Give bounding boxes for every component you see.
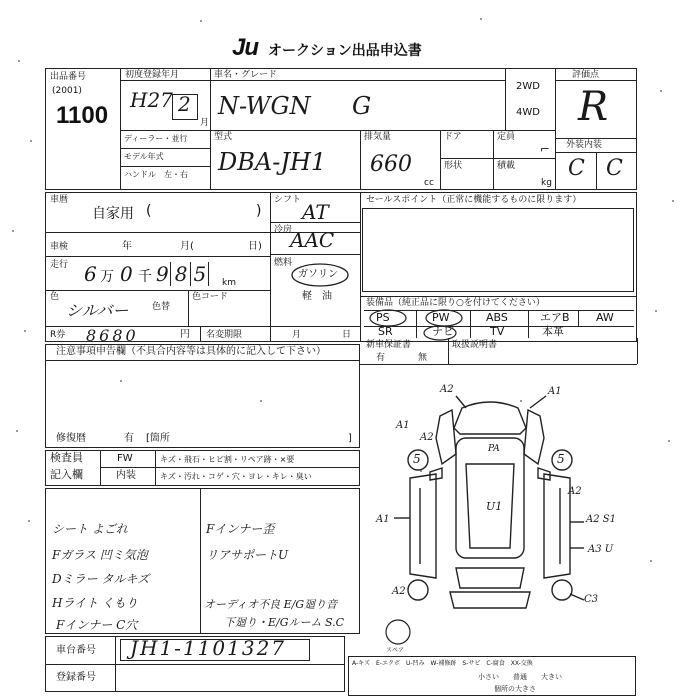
rating-label: 評価点 [572, 70, 600, 80]
equip-airbag[interactable]: エアB [540, 311, 570, 324]
displacement-label: 排気量 [364, 132, 392, 142]
mark-a2-top: A2 [440, 384, 454, 395]
rating-value: R [578, 84, 609, 130]
scan-dot [672, 200, 674, 202]
scan-dot [480, 18, 482, 20]
shape-label: 形状 [444, 161, 463, 171]
capacity-label: 定員 [497, 132, 516, 142]
name-change-label: 名変期限 [206, 330, 243, 340]
displacement-unit: cc [424, 178, 434, 188]
manual-label: 取扱説明書 [452, 340, 498, 350]
history-value: 自家用 [92, 206, 134, 222]
fuel-label: 燃料 [274, 258, 293, 268]
equip-aw[interactable]: AW [596, 311, 614, 324]
mark-a2s1-right: A2 S1 [586, 514, 616, 525]
sales-point-area[interactable] [362, 208, 634, 292]
drive-2wd: 2WD [516, 81, 540, 92]
lot-sub: (2001) [52, 86, 82, 96]
color-value: シルバー [66, 301, 129, 320]
registration-label: 登録番号 [56, 672, 96, 683]
legend-line-1: A-キズ E-エクボ U-凹み W-補修跡 S-サビ C-腐食 XX-交換 [352, 660, 533, 667]
first-reg-label: 初度登録年月 [125, 70, 180, 80]
inspection-label: 車検 [50, 242, 69, 252]
inspection-year: 年 [122, 241, 132, 252]
color-code-label: 色コード [192, 292, 229, 302]
notice-label: 注意事項申告欄（不具合内容等は具体的に記入して下さい） [56, 346, 326, 357]
first-reg-month: 2 [178, 92, 191, 116]
sales-point-label: セールスポイント（正常に機能するものに限ります） [366, 195, 582, 205]
inspection-day: 日) [248, 241, 262, 252]
scan-dot [650, 560, 652, 562]
displacement-value: 660 [370, 152, 412, 177]
load-unit: kg [541, 178, 552, 188]
equip-navi[interactable]: ナビ [432, 325, 454, 338]
repair-label: 修復暦 [56, 433, 86, 444]
car-name-value: N-WGN [218, 92, 311, 120]
model-value: DBA-JH1 [218, 148, 327, 176]
spare-tire-icon [384, 618, 412, 646]
mark-5-right: 5 [557, 452, 565, 466]
history-paren-close: ) [256, 203, 262, 219]
scan-dot [12, 230, 14, 232]
repair-part: [箇所 [146, 433, 170, 444]
scan-dot [30, 140, 32, 142]
ju-logo: Ju [232, 34, 259, 61]
chassis-label: 車台番号 [56, 645, 96, 656]
fuel-other: 軽 油 [302, 291, 332, 302]
history-paren-open: ( [146, 203, 152, 219]
capacity-mark: ⌐ [540, 142, 551, 156]
color-label: 色 [50, 292, 60, 302]
scan-dot [655, 310, 657, 312]
warranty-no[interactable]: 無 [418, 353, 428, 363]
note-left-4: Hライト くもり [52, 596, 138, 610]
lot-number: 1100 [56, 102, 109, 129]
model-label: 型式 [214, 132, 233, 142]
inspector-label-1: 検査員 [50, 451, 83, 464]
warranty-label: 新車保証書 [366, 340, 412, 350]
load-label: 積載 [497, 161, 516, 171]
note-left-1: シート よごれ [52, 522, 128, 536]
recycle-value: 8680 [86, 326, 139, 345]
repair-value[interactable]: 有 [124, 433, 134, 444]
inspector-fw-legend: キズ・飛石・ヒビ割・リペア跡・×要 [160, 455, 295, 464]
mileage-thou-digit: 0 [120, 262, 133, 286]
note-right-4: 下廻り・E/Gルーム S.C [224, 616, 345, 629]
model-year-label: モデル年式 [124, 152, 164, 161]
equip-pw[interactable]: PW [432, 311, 450, 324]
note-right-2: リアサポートU [206, 548, 289, 562]
form-title: オークション出品申込書 [268, 43, 422, 59]
mark-pa: PA [488, 444, 500, 454]
lot-label: 出品番号 [50, 72, 87, 82]
mark-a2-right: A2 [568, 486, 582, 497]
mileage-rest: 985 [156, 262, 213, 286]
ac-value: AAC [290, 228, 335, 252]
equip-ps[interactable]: PS [376, 311, 390, 324]
name-change-month: 月 [292, 330, 302, 340]
scan-dot [420, 470, 422, 472]
equip-sr[interactable]: SR [378, 325, 393, 338]
note-left-2: Fガラス 凹ミ気泡 [52, 548, 148, 562]
mark-5-left: 5 [413, 452, 421, 466]
equip-leather[interactable]: 本革 [542, 325, 564, 338]
repair-close: ] [348, 433, 352, 444]
inspector-interior: 内装 [116, 470, 136, 481]
equip-tv[interactable]: TV [490, 325, 505, 338]
drive-4wd: 4WD [516, 107, 540, 118]
scan-dot [200, 20, 202, 22]
scan-dot [28, 520, 30, 522]
ext-rating: C [568, 156, 585, 181]
scan-dot [520, 400, 522, 402]
inspector-interior-legend: キズ・汚れ・コゲ・穴・ヨレ・キレ・臭い [160, 472, 312, 481]
legend-line-2: 小さい 普通 大きい [478, 673, 562, 681]
legend-line-3: 個所の大きさ [494, 685, 536, 693]
history-label: 車暦 [50, 195, 69, 205]
mark-a1-top-right: A1 [548, 386, 562, 397]
inspector-fw: FW [117, 453, 133, 464]
scan-dot [668, 440, 670, 442]
note-right-1: Fインナー歪 [206, 522, 275, 536]
mark-a3u-right: A3 U [588, 544, 614, 555]
fuel-value: ガソリン [298, 269, 338, 280]
handle-label: ハンドル 左・右 [124, 170, 188, 179]
int-rating: C [606, 156, 623, 181]
equipment-label: 装備品（純正品に限り○を付けてください） [366, 298, 545, 308]
scan-dot [16, 430, 18, 432]
color-change-label: 色替 [152, 302, 171, 312]
mark-u1: U1 [486, 500, 503, 513]
mileage-man-digit: 6 [84, 262, 97, 286]
first-reg-year: H27 [130, 88, 173, 112]
dealer-label: ディーラー・並行 [124, 134, 188, 143]
first-reg-month-unit: 月 [200, 118, 210, 128]
inspector-label-2: 記入欄 [50, 468, 83, 481]
chassis-value: JH1-1101327 [130, 636, 287, 660]
equip-ps-circle [368, 308, 408, 328]
equip-abs[interactable]: ABS [486, 311, 508, 324]
ext-int-label: 外装内装 [566, 140, 603, 150]
note-right-3: オーディオ不良 E/G廻り音 [204, 598, 338, 611]
name-change-day: 日 [342, 330, 352, 340]
shift-label: シフト [274, 195, 302, 205]
doors-label: ドア [444, 132, 462, 142]
spare-label: スペア [386, 647, 405, 654]
mark-a2-bottom-left: A2 [392, 586, 406, 597]
car-grade-value: G [352, 92, 372, 120]
note-left-5: Fインナー C穴 [56, 618, 138, 632]
shift-value: AT [302, 200, 329, 224]
mileage-label: 走行 [50, 260, 69, 270]
mark-a2-left: A2 [420, 432, 434, 443]
scan-dot [260, 400, 262, 402]
mileage-sen: 千 [138, 269, 152, 285]
scan-dot [120, 380, 122, 382]
car-name-label: 車名・グレード [214, 70, 278, 80]
inspection-month: 月( [180, 241, 194, 252]
scan-dot [24, 330, 26, 332]
car-diagram [370, 368, 640, 638]
warranty-yes[interactable]: 有 [376, 353, 386, 363]
mark-a1-left: A1 [376, 514, 390, 525]
ac-label: 冷房 [274, 225, 293, 235]
mileage-unit: km [222, 278, 236, 288]
mark-c3-bottom: C3 [584, 594, 599, 605]
scan-dot [660, 90, 662, 92]
mark-a1-left-top: A1 [396, 420, 410, 431]
scan-dot [18, 60, 20, 62]
mileage-man: 万 [100, 269, 114, 285]
note-left-3: Dミラー タルキズ [52, 572, 150, 586]
recycle-unit: 円 [180, 329, 190, 340]
recycle-label: R券 [50, 330, 66, 340]
